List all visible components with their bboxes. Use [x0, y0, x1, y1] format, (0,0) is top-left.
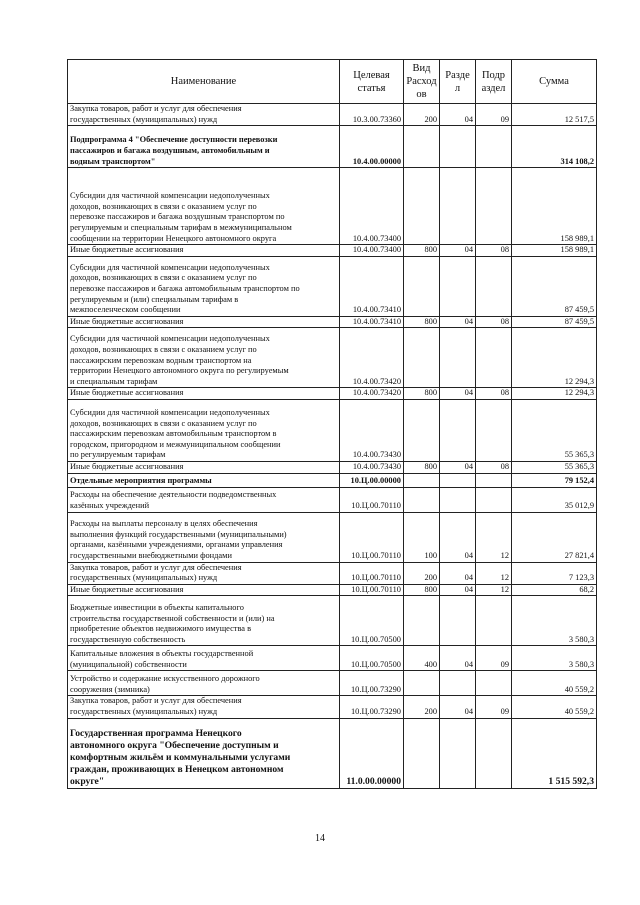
row-name: Расходы на обеспечение деятельности подведомственных казённых учреждений — [68, 487, 340, 512]
row-section: 04 — [440, 512, 476, 562]
row-sum: 27 821,4 — [512, 512, 597, 562]
row-target-article: 10.4.00.73400 — [340, 245, 404, 257]
row-sum: 35 012,9 — [512, 487, 597, 512]
table-row — [68, 104, 597, 126]
header-section: Разде л — [440, 60, 476, 104]
row-expense-type: 200 — [404, 696, 440, 718]
row-target-article: 10.4.00.73410 — [340, 256, 404, 316]
table-row — [68, 168, 597, 245]
row-expense-type: 800 — [404, 388, 440, 400]
row-expense-type — [404, 168, 440, 245]
row-name: Устройство и содержание искусственного дорожного сооружения (зимника) — [68, 671, 340, 696]
table-row — [68, 473, 597, 487]
row-expense-type: 200 — [404, 562, 440, 584]
row-name: Иные бюджетные ассигнования — [68, 316, 340, 328]
row-subsection: 12 — [476, 512, 512, 562]
page-number: 14 — [315, 833, 325, 844]
row-section: 04 — [440, 245, 476, 257]
header-name: Наименование — [68, 60, 340, 104]
row-subsection — [476, 671, 512, 696]
row-expense-type: 800 — [404, 245, 440, 257]
row-target-article: 10.Ц.00.00000 — [340, 473, 404, 487]
row-name: Капитальные вложения в объекты государственной (муниципальной) собственности — [68, 646, 340, 671]
row-target-article: 10.Ц.00.70500 — [340, 596, 404, 646]
row-subsection — [476, 399, 512, 461]
row-sum: 40 559,2 — [512, 671, 597, 696]
table-row — [68, 696, 597, 718]
header-subsection: Подр аздел — [476, 60, 512, 104]
row-target-article: 10.4.00.73420 — [340, 328, 404, 388]
row-sum: 68,2 — [512, 584, 597, 596]
row-sum: 87 459,5 — [512, 316, 597, 328]
table-row — [68, 328, 597, 388]
table-row — [68, 596, 597, 646]
row-section — [440, 718, 476, 788]
row-subsection: 09 — [476, 104, 512, 126]
row-sum: 158 989,1 — [512, 168, 597, 245]
row-sum: 3 580,3 — [512, 596, 597, 646]
row-sum: 158 989,1 — [512, 245, 597, 257]
row-name: Иные бюджетные ассигнования — [68, 461, 340, 473]
row-name: Закупка товаров, работ и услуг для обеспечения государственных (муниципальных) нужд — [68, 696, 340, 718]
row-section: 04 — [440, 104, 476, 126]
row-sum: 12 294,3 — [512, 328, 597, 388]
row-target-article: 10.Ц.00.70110 — [340, 562, 404, 584]
row-expense-type — [404, 473, 440, 487]
row-subsection — [476, 256, 512, 316]
header-target-article: Целевая статья — [340, 60, 404, 104]
table-row — [68, 388, 597, 400]
row-target-article: 10.Ц.00.70110 — [340, 584, 404, 596]
row-section: 04 — [440, 646, 476, 671]
row-subsection: 08 — [476, 245, 512, 257]
row-expense-type — [404, 328, 440, 388]
row-sum: 1 515 592,3 — [512, 718, 597, 788]
table-row — [68, 671, 597, 696]
row-subsection — [476, 126, 512, 168]
row-target-article: 10.Ц.00.70110 — [340, 512, 404, 562]
table-row — [68, 562, 597, 584]
row-expense-type: 200 — [404, 104, 440, 126]
row-sum: 87 459,5 — [512, 256, 597, 316]
row-subsection: 09 — [476, 646, 512, 671]
row-expense-type — [404, 671, 440, 696]
row-expense-type: 400 — [404, 646, 440, 671]
row-target-article: 10.4.00.73410 — [340, 316, 404, 328]
row-sum: 314 108,2 — [512, 126, 597, 168]
row-expense-type: 800 — [404, 584, 440, 596]
table-row — [68, 718, 597, 788]
row-expense-type: 800 — [404, 461, 440, 473]
row-expense-type — [404, 596, 440, 646]
header-expense-type: Вид Расход ов — [404, 60, 440, 104]
row-sum: 55 365,3 — [512, 399, 597, 461]
row-expense-type — [404, 399, 440, 461]
table-row — [68, 126, 597, 168]
row-name: Иные бюджетные ассигнования — [68, 584, 340, 596]
table-row — [68, 487, 597, 512]
row-name: Расходы на выплаты персоналу в целях обеспечения выполнения функций государственными (муниципальными) органами, казёнными учреждениями, органами управления государственными внебюджетными фондами — [68, 512, 340, 562]
header-sum: Сумма — [512, 60, 597, 104]
row-name: Отдельные мероприятия программы — [68, 473, 340, 487]
row-section — [440, 126, 476, 168]
table-row — [68, 646, 597, 671]
row-subsection: 08 — [476, 316, 512, 328]
row-name: Субсидии для частичной компенсации недополученных доходов, возникающих в связи с оказанием услуг по пассажирским перевозкам водным транспортом на территории Ненецкого автономного округа по регулируемым и специальным тарифам — [68, 328, 340, 388]
row-section — [440, 473, 476, 487]
row-target-article: 10.4.00.73400 — [340, 168, 404, 245]
table-body — [68, 104, 597, 789]
row-name: Бюджетные инвестиции в объекты капитального строительства государственной собственности и (или) на приобретение объектов недвижимого имущества в государственную собственность — [68, 596, 340, 646]
table-row — [68, 584, 597, 596]
row-subsection: 12 — [476, 562, 512, 584]
row-subsection: 08 — [476, 388, 512, 400]
row-section: 04 — [440, 316, 476, 328]
row-section: 04 — [440, 461, 476, 473]
row-subsection: 09 — [476, 696, 512, 718]
row-name: Государственная программа Ненецкого автономного округа "Обеспечение доступным и комфортным жильём и коммунальными услугами граждан, проживающих в Ненецком автономном округе" — [68, 718, 340, 788]
row-section — [440, 596, 476, 646]
row-target-article: 11.0.00.00000 — [340, 718, 404, 788]
table-row — [68, 399, 597, 461]
row-subsection — [476, 487, 512, 512]
row-sum: 40 559,2 — [512, 696, 597, 718]
row-sum: 55 365,3 — [512, 461, 597, 473]
table-row — [68, 316, 597, 328]
row-subsection — [476, 168, 512, 245]
row-name: Закупка товаров, работ и услуг для обеспечения государственных (муниципальных) нужд — [68, 104, 340, 126]
row-sum: 7 123,3 — [512, 562, 597, 584]
row-subsection — [476, 596, 512, 646]
row-name: Субсидии для частичной компенсации недополученных доходов, возникающих в связи с оказанием услуг по пассажирским перевозкам автомобильным транспортом в городском, пригородном и межмуниципальном сообщении по регулируемым тарифам — [68, 399, 340, 461]
row-expense-type: 800 — [404, 316, 440, 328]
row-expense-type — [404, 256, 440, 316]
row-sum: 3 580,3 — [512, 646, 597, 671]
table-header-row — [68, 60, 597, 104]
row-section: 04 — [440, 562, 476, 584]
row-target-article: 10.4.00.73430 — [340, 461, 404, 473]
row-subsection — [476, 718, 512, 788]
row-subsection: 12 — [476, 584, 512, 596]
row-sum: 79 152,4 — [512, 473, 597, 487]
row-target-article: 10.4.00.73420 — [340, 388, 404, 400]
row-name: Закупка товаров, работ и услуг для обеспечения государственных (муниципальных) нужд — [68, 562, 340, 584]
table-row — [68, 461, 597, 473]
row-target-article: 10.3.00.73360 — [340, 104, 404, 126]
row-expense-type: 100 — [404, 512, 440, 562]
row-target-article: 10.Ц.00.73290 — [340, 671, 404, 696]
table-row — [68, 245, 597, 257]
row-subsection — [476, 328, 512, 388]
row-name: Иные бюджетные ассигнования — [68, 245, 340, 257]
row-subsection: 08 — [476, 461, 512, 473]
row-section: 04 — [440, 388, 476, 400]
row-expense-type — [404, 718, 440, 788]
row-target-article: 10.Ц.00.70500 — [340, 646, 404, 671]
row-expense-type — [404, 126, 440, 168]
row-name: Подпрограмма 4 "Обеспечение доступности перевозки пассажиров и багажа воздушным, автомобильным и водным транспортом" — [68, 126, 340, 168]
table-row — [68, 512, 597, 562]
row-name: Субсидии для частичной компенсации недополученных доходов, возникающих в связи с оказанием услуг по перевозке пассажиров и багажа автомобильным транспортом по регулируемым и (или) специальным тарифам в межпоселенческом сообщении — [68, 256, 340, 316]
row-section — [440, 671, 476, 696]
row-target-article: 10.Ц.00.70110 — [340, 487, 404, 512]
row-subsection — [476, 473, 512, 487]
row-target-article: 10.Ц.00.73290 — [340, 696, 404, 718]
table-header — [68, 60, 597, 104]
row-section — [440, 487, 476, 512]
row-sum: 12 517,5 — [512, 104, 597, 126]
row-target-article: 10.4.00.73430 — [340, 399, 404, 461]
row-section — [440, 168, 476, 245]
row-section — [440, 328, 476, 388]
row-sum: 12 294,3 — [512, 388, 597, 400]
row-name: Иные бюджетные ассигнования — [68, 388, 340, 400]
row-section — [440, 256, 476, 316]
row-section: 04 — [440, 584, 476, 596]
row-name: Субсидии для частичной компенсации недополученных доходов, возникающих в связи с оказанием услуг по перевозке пассажиров и багажа воздушным транспортом по регулируемым и специальным тарифам в межмуниципальном сообщении на территории Ненецкого автономного округа — [68, 168, 340, 245]
row-section: 04 — [440, 696, 476, 718]
row-expense-type — [404, 487, 440, 512]
budget-table — [67, 59, 597, 789]
row-section — [440, 399, 476, 461]
row-target-article: 10.4.00.00000 — [340, 126, 404, 168]
table-row — [68, 256, 597, 316]
